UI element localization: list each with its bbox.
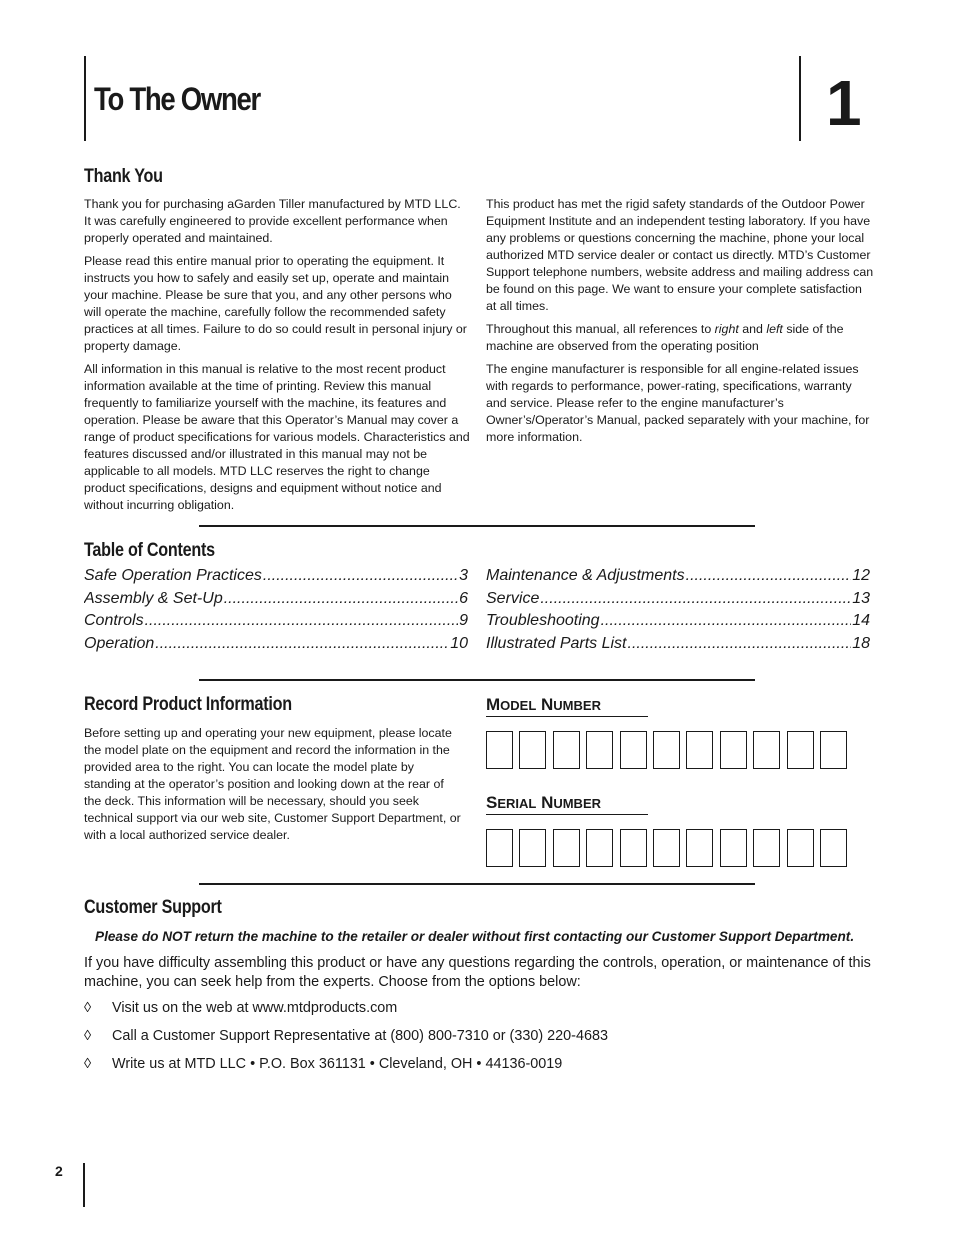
serial-digit-box[interactable] <box>620 829 647 867</box>
toc-page: 9 <box>459 612 468 630</box>
serial-number-label <box>486 793 648 815</box>
toc-entry[interactable] <box>486 633 870 656</box>
toc-entry[interactable] <box>486 565 870 588</box>
thank-you-heading: Thank You <box>84 166 163 187</box>
support-option-text[interactable]: Write us at MTD LLC • P.O. Box 361131 • Cleveland, OH • 44136-0019 <box>112 1056 563 1072</box>
toc-entry[interactable] <box>84 565 468 588</box>
support-option <box>84 1028 608 1044</box>
support-option-text[interactable]: Visit us on the web at www.mtdproducts.com <box>112 1000 398 1016</box>
toc-leader <box>145 610 459 633</box>
toc-page: 14 <box>852 612 870 630</box>
toc-right-column <box>486 565 870 656</box>
toc-entry[interactable] <box>84 610 468 633</box>
toc-page: 10 <box>450 635 468 653</box>
model-digit-box[interactable] <box>553 731 580 769</box>
serial-digit-box[interactable] <box>653 829 680 867</box>
label-cap: N <box>536 695 554 714</box>
support-option <box>84 1056 562 1072</box>
model-number-boxes <box>486 731 847 769</box>
model-digit-box[interactable] <box>620 731 647 769</box>
thank-you-paragraph: Thank you for purchasing aGarden Tiller manufactured by MTD LLC. It was carefully engineered to provide excellent performance when properly operated and maintained. <box>84 197 461 245</box>
toc-leader <box>155 633 449 656</box>
model-digit-box[interactable] <box>653 731 680 769</box>
serial-digit-box[interactable] <box>787 829 814 867</box>
toc-leader <box>628 633 852 656</box>
serial-digit-box[interactable] <box>586 829 613 867</box>
section-divider <box>199 525 755 527</box>
chapter-number: 1 <box>826 67 860 139</box>
serial-digit-box[interactable] <box>820 829 847 867</box>
thank-you-paragraph: Please read this entire manual prior to operating the equipment. It instructs you how to safely and easily set up, operate and maintain your machine. Please be sure that you, and any other persons who will operate the machine, carefully follow the recommended safety practices at all times. Failure to do so could result in personal injury or property damage. <box>84 254 467 353</box>
toc-entry[interactable] <box>486 588 870 611</box>
text-span: side of the machine are observed from the operating position <box>486 322 844 353</box>
toc-page: 18 <box>852 635 870 653</box>
thank-you-left-column <box>84 196 470 520</box>
toc-left-column <box>84 565 468 656</box>
model-digit-box[interactable] <box>586 731 613 769</box>
toc-label: Troubleshooting <box>486 612 600 630</box>
toc-leader <box>224 588 458 611</box>
label-small: ODEL <box>500 698 537 713</box>
model-digit-box[interactable] <box>720 731 747 769</box>
text-span: and <box>738 322 767 336</box>
record-heading: Record Product Information <box>84 694 292 715</box>
engine-paragraph: The engine manufacturer is responsible for all engine-related issues with regards to performance, power-rating, specifications, warranty and service. Please refer to the engine manufacturer’s Owner’s/Operator’s Manual, packed separately with your machine, for more information. <box>486 362 870 444</box>
toc-label: Controls <box>84 612 144 630</box>
support-warning: Please do NOT return the machine to the retailer or dealer without first contacting our Customer Support Department. <box>95 929 855 944</box>
section-divider <box>199 679 755 681</box>
record-body: Before setting up and operating your new equipment, please locate the model plate on the equipment and record the information in the provided area to the right. You can locate the model plate by standing at the operator’s position and looking down at the rear of the deck. This information will be necessary, should you seek technical support via our web site, Customer Support Department, or with a local authorized service dealer. <box>84 726 461 842</box>
orientation-paragraph <box>486 321 874 355</box>
serial-digit-box[interactable] <box>686 829 713 867</box>
serial-digit-box[interactable] <box>519 829 546 867</box>
thank-you-paragraph: All information in this manual is relative to the most recent product information available at the time of printing. Review this manual frequently to familiarize yourself with the machine, its features and operation. Please be aware that this Operator’s Manual may cover a range of product specifications for various models. Characteristics and features discussed and/or illustrated in this manual may not be applicable to all models. MTD LLC reserves the right to change product specifications, designs and equipment without notice and without incurring obligation. <box>84 362 470 512</box>
toc-entry[interactable] <box>84 633 468 656</box>
toc-leader <box>263 565 458 588</box>
serial-digit-box[interactable] <box>753 829 780 867</box>
diamond-bullet-icon: ◊ <box>84 1056 92 1072</box>
page-title: To The Owner <box>94 81 260 117</box>
label-cap: M <box>486 695 501 714</box>
label-small: UMBER <box>553 796 602 811</box>
toc-page: 12 <box>852 567 870 584</box>
toc-heading: Table of Contents <box>84 540 215 561</box>
serial-number-boxes <box>486 829 847 867</box>
section-divider <box>199 883 755 885</box>
label-small: ERIAL <box>497 796 537 811</box>
header-left-rule <box>84 56 86 141</box>
toc-leader <box>686 565 852 588</box>
text-span: Throughout this manual, all references to <box>486 322 715 336</box>
customer-support-heading: Customer Support <box>84 897 222 918</box>
toc-label: Operation <box>84 635 155 653</box>
right-emphasis: right <box>714 322 739 336</box>
label-cap: N <box>536 793 554 812</box>
toc-page: 13 <box>852 589 870 607</box>
support-intro: If you have difficulty assembling this product or have any questions regarding the controls, operation, or maintenance of this machine, you can seek help from the experts. Choose from the options below: <box>84 955 871 990</box>
toc-label: Illustrated Parts List <box>486 635 627 653</box>
model-digit-box[interactable] <box>820 731 847 769</box>
serial-digit-box[interactable] <box>720 829 747 867</box>
model-number-label <box>486 695 648 717</box>
toc-label: Maintenance & Adjustments <box>486 567 685 584</box>
left-emphasis: left <box>766 322 783 336</box>
label-cap: S <box>486 793 498 812</box>
toc-label: Service <box>486 589 540 607</box>
toc-leader <box>601 610 852 633</box>
serial-digit-box[interactable] <box>553 829 580 867</box>
toc-entry[interactable] <box>486 610 870 633</box>
model-digit-box[interactable] <box>486 731 513 769</box>
thank-you-paragraph: This product has met the rigid safety standards of the Outdoor Power Equipment Institute and an independent testing laboratory. If you have any problems or questions concerning the machine, phone your local authorized MTD service dealer or contact us directly. MTD’s Customer Support telephone numbers, website address and mailing address can be found on this page. We want to ensure your complete satisfaction at all times. <box>486 197 874 313</box>
support-option <box>84 1000 397 1016</box>
toc-label: Assembly & Set-Up <box>84 589 223 607</box>
support-option-text[interactable]: Call a Customer Support Representative at (800) 800-7310 or (330) 220-4683 <box>112 1028 608 1044</box>
page-number: 2 <box>55 1163 63 1179</box>
footer-rule <box>83 1163 85 1207</box>
toc-leader <box>540 588 851 611</box>
toc-label: Safe Operation Practices <box>84 567 262 584</box>
diamond-bullet-icon: ◊ <box>84 1028 92 1044</box>
model-digit-box[interactable] <box>686 731 713 769</box>
model-digit-box[interactable] <box>753 731 780 769</box>
toc-page: 6 <box>459 589 468 607</box>
model-digit-box[interactable] <box>787 731 814 769</box>
header-right-rule <box>799 56 801 141</box>
label-small: UMBER <box>553 698 601 713</box>
thank-you-right-column <box>486 196 874 452</box>
toc-entry[interactable] <box>84 588 468 611</box>
model-digit-box[interactable] <box>519 731 546 769</box>
toc-page: 3 <box>459 567 468 584</box>
diamond-bullet-icon: ◊ <box>84 1000 92 1016</box>
serial-digit-box[interactable] <box>486 829 513 867</box>
